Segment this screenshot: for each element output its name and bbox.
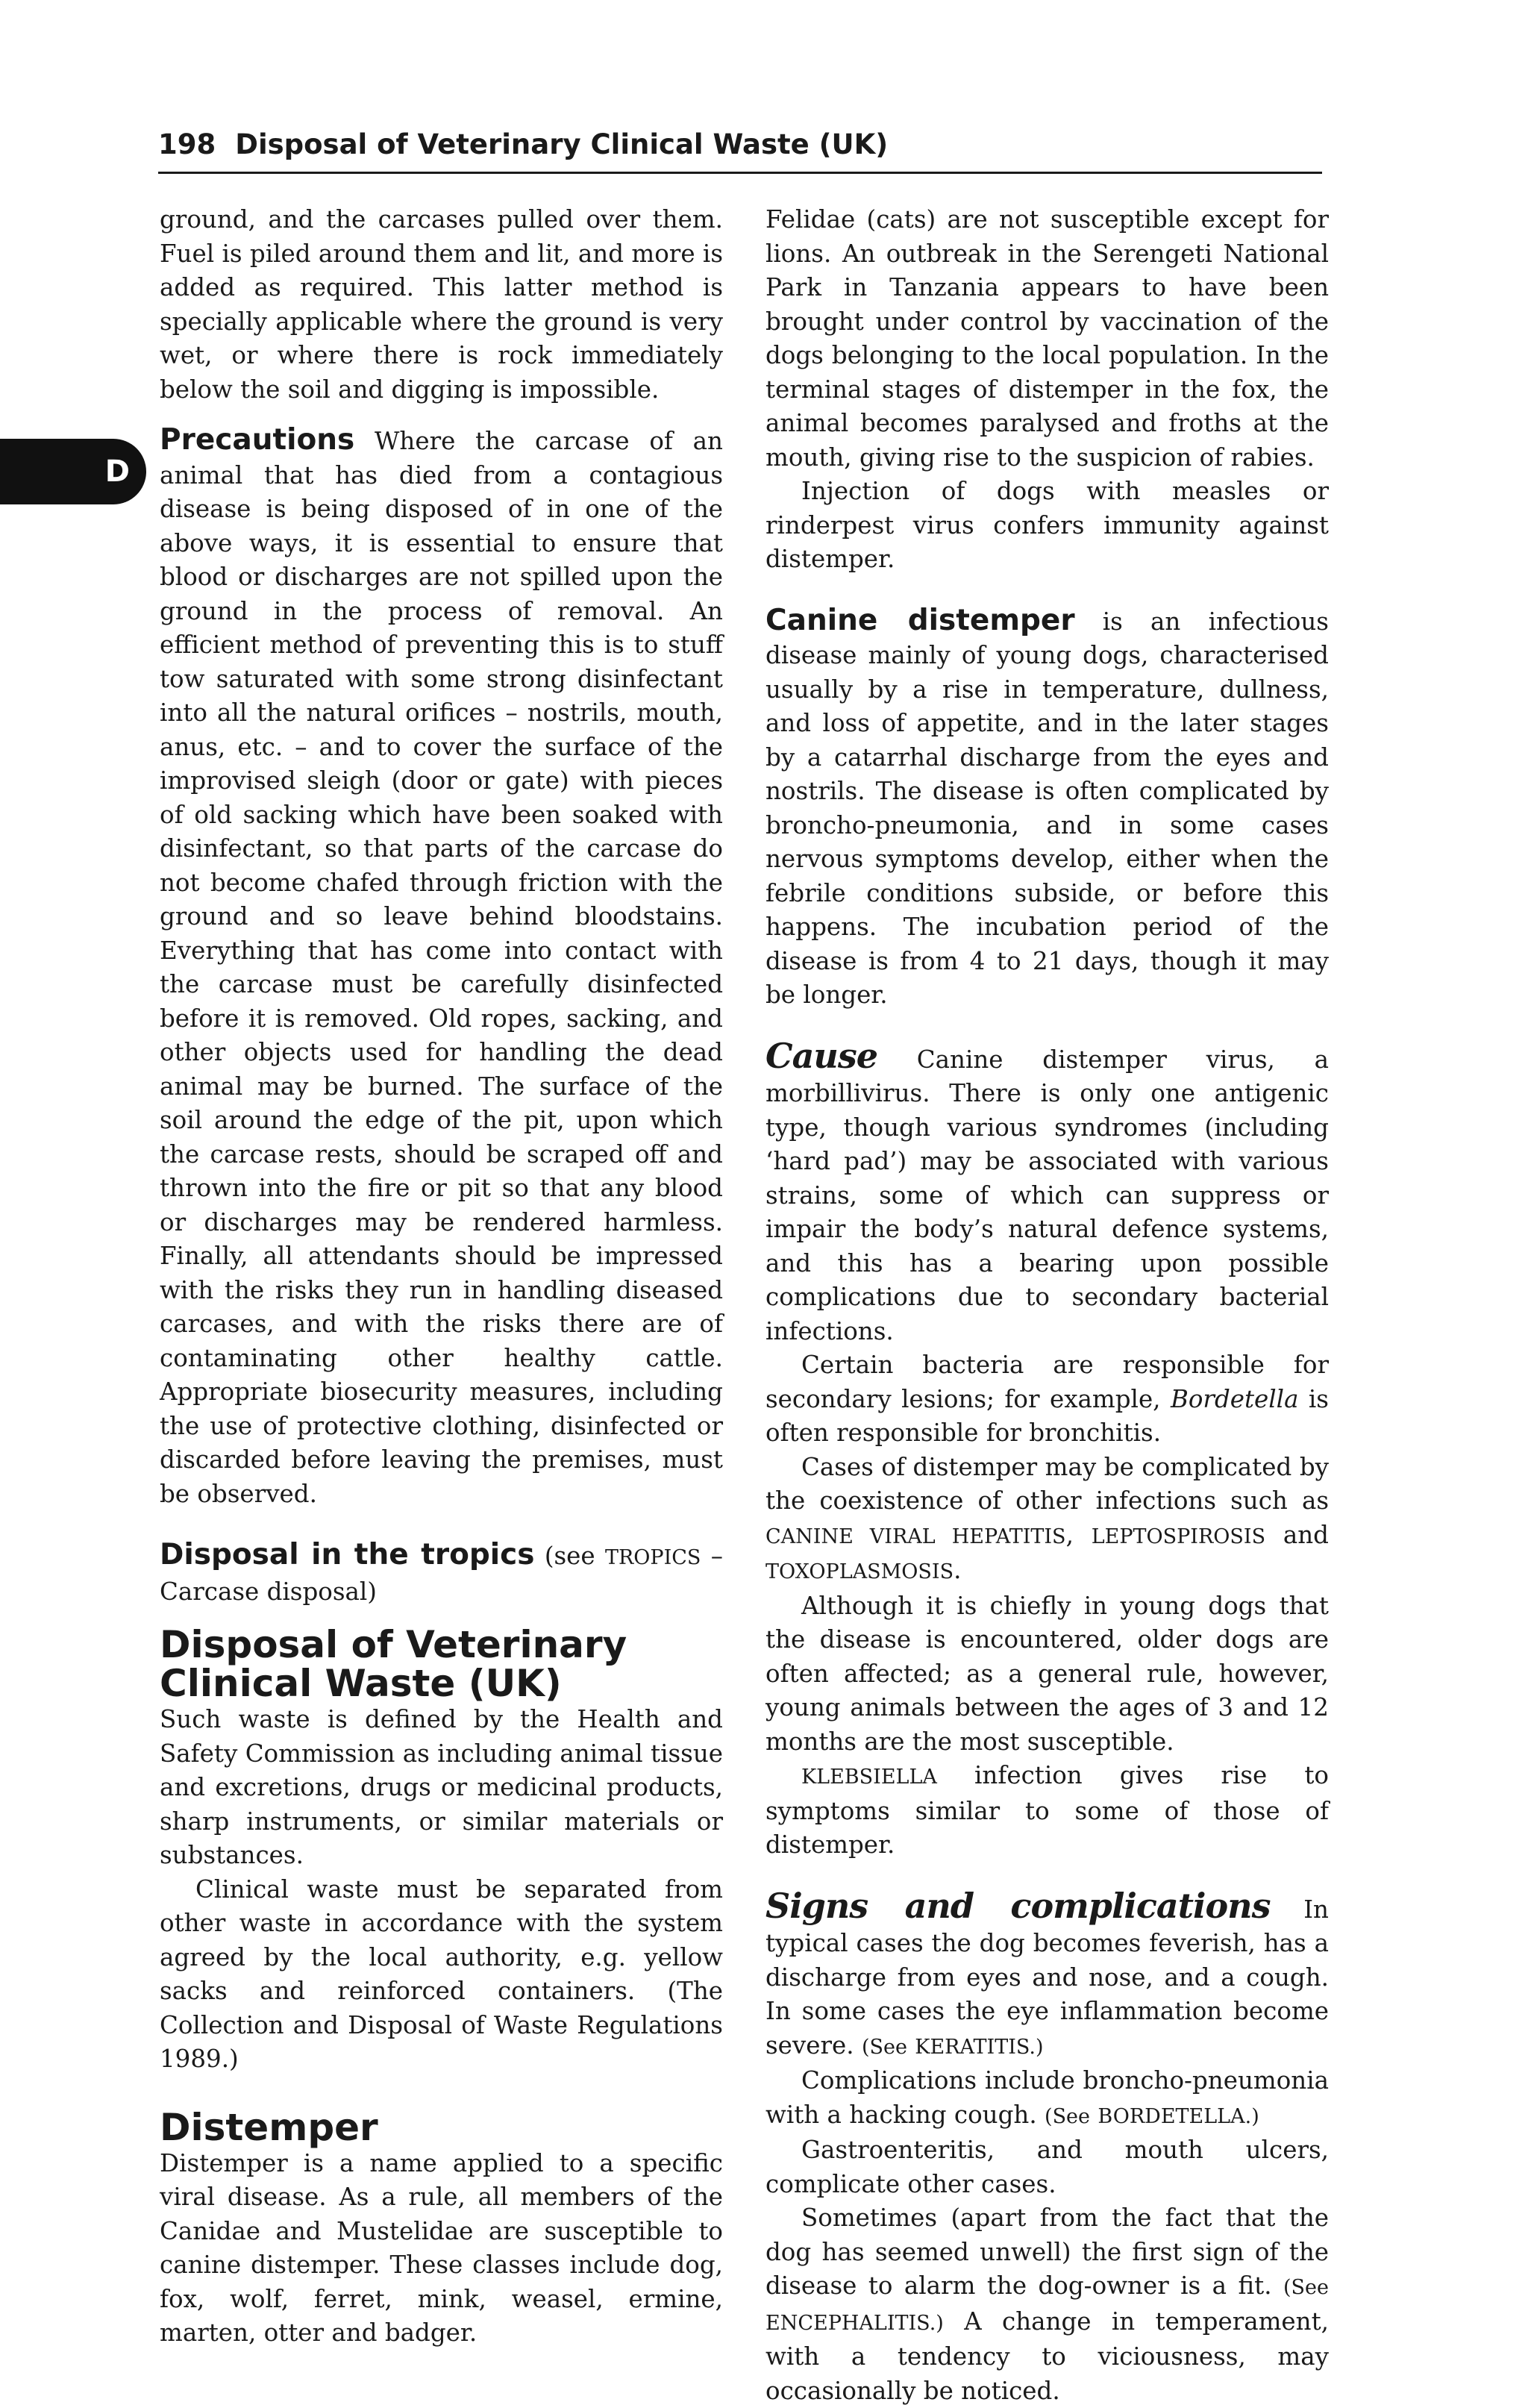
- headword-clinical-waste: Disposal of Veterinary Clinical Waste (UK): [160, 1623, 627, 1705]
- left-column: [160, 203, 723, 2351]
- precautions-text: Where the carcase of an animal that has died from a contagious disease is being disposed of in one of the above ways, it is essential to ensure that blood or discharges are not spilled upon the ground in the process of removal. An efficient method of preventing this is to stuff tow saturated with some strong disinfectant into all the natural orifices – nostrils, mouth, anus, etc. – and to cover the surface of the improvised sleigh (door or gate) with pieces of old sacking which have been soaked with disinfectant, so that parts of the carcase do not become chafed through friction with the ground and so leave behind bloodstains. Everything that has come into contact with the carcase must be carefully disinfected before it is removed. Old ropes, sacking, and other objects used for handling the dead animal may be burned. The surface of the soil around the edge of the pit, upon which the carcase rests, should be scraped off and thrown into the fire or pit so that any blood or discharges may be rendered harmless. Finally, all attendants should be impressed with the risks they run in handling diseased carcases, and with the risks there are of contaminating other healthy cattle. Appropriate biosecurity measures, including the use of protective clothing, disinfected or discarded before leaving the premises, must be observed.: [160, 427, 723, 1508]
- text-run: Cases of distemper may be complicated by the coexistence of other infections such as: [765, 1452, 1329, 1515]
- paragraph: Felidae (cats) are not susceptible except for lions. An outbreak in the Serengeti National Park in Tanzania appears to have been brought under control by vaccination of the dogs belonging to the local population. In the terminal stages of distemper in the fox, the animal becomes paralysed and froths at the mouth, giving rise to the suspicion of rabies.: [765, 205, 1329, 472]
- paragraph: [765, 1759, 1329, 1863]
- text-run: infection gives rise to symptoms similar to some of those of distemper.: [765, 1761, 1329, 1859]
- punctuation: ,: [1065, 1520, 1074, 1549]
- running-header: [158, 125, 1322, 174]
- cross-reference[interactable]: KLEBSIELLA: [801, 1766, 937, 1789]
- canine-distemper-text: is an infectious disease mainly of young dogs, characterised usually by a rise in temperature, dullness, and loss of appetite, and in the later stages by a catarrhal discharge from the eyes and nostrils. The disease is often complicated by broncho-pneumonia, and in some cases nervous symptoms develop, either when the febrile conditions subside, or before this happens. The incubation period of the disease is from 4 to 21 days, though it may be longer.: [765, 607, 1329, 1009]
- see-text: (See: [861, 2035, 907, 2059]
- see-text-end: – Carcase disposal): [160, 1542, 723, 1606]
- subheading-signs: Signs and complications: [765, 1885, 1271, 1926]
- paragraph: Gastroenteritis, and mouth ulcers, complicate other cases.: [765, 2136, 1329, 2198]
- headword-distemper: Distemper: [160, 2105, 378, 2149]
- punctuation: .): [1029, 2035, 1044, 2059]
- cross-reference[interactable]: KERATITIS: [915, 2035, 1030, 2059]
- see-text: (see: [544, 1542, 595, 1570]
- see-text: (See: [1045, 2104, 1091, 2128]
- thumb-index-tab: D: [0, 439, 146, 504]
- punctuation: .): [1244, 2104, 1259, 2128]
- punctuation: .: [954, 1556, 962, 1584]
- text-run: is often responsible for bronchitis.: [765, 1384, 1329, 1447]
- subheading-precautions: Precautions: [160, 423, 355, 457]
- paragraph: Distemper is a name applied to a specific viral disease. As a rule, all members of the Canidae and Mustelidae are susceptible to canine distemper. These classes include dog, fox, wolf, ferret, mink, weasel, ermine, marten, otter and badger.: [160, 2148, 723, 2347]
- subheading-cause: Cause: [765, 1035, 878, 1076]
- paragraph: [765, 2064, 1329, 2133]
- cause-text: Canine distemper virus, a morbillivirus. There is only one antigenic type, though various syndromes (including ‘hard pad’) may be associated with various strains, some of which can suppress or impair the body’s natural defence systems, and this has a bearing upon possible complications due to secondary bacterial infections.: [765, 1045, 1329, 1345]
- subheading-tropics: Disposal in the tropics: [160, 1538, 535, 1572]
- paragraph: [765, 2201, 1329, 2408]
- paragraph: Injection of dogs with measles or rinderpest virus confers immunity against distemper.: [765, 477, 1329, 573]
- punctuation: .): [929, 2311, 944, 2335]
- cross-reference[interactable]: BORDETELLA: [1098, 2104, 1245, 2128]
- page-number: 198: [158, 128, 216, 160]
- cross-reference[interactable]: CANINE VIRAL HEPATITIS: [765, 1524, 1066, 1548]
- canine-distemper-entry: [765, 604, 1329, 1013]
- precautions-entry: [160, 423, 723, 1511]
- see-text: (See: [1283, 2276, 1329, 2299]
- right-column: [765, 203, 1329, 2408]
- paragraph: ground, and the carcases pulled over them. Fuel is piled around them and lit, and more is added as required. This latter method is specially applicable where the ground is very wet, or where there is rock immediately below the soil and digging is impossible.: [160, 205, 723, 404]
- cross-reference[interactable]: ENCEPHALITIS: [765, 2311, 930, 2335]
- paragraph: Although it is chiefly in young dogs that the disease is encountered, older dogs are often affected; as a general rule, however, young animals between the ages of 3 and 12 months are the most susceptible.: [765, 1591, 1329, 1756]
- cross-reference[interactable]: TROPICS: [604, 1546, 701, 1569]
- text-run: A change in temperament, with a tendency to viciousness, may occasionally be noticed.: [765, 2307, 1329, 2405]
- cause-entry: [765, 1035, 1329, 1349]
- paragraph: [765, 1451, 1329, 1589]
- signs-entry: [765, 1885, 1329, 2065]
- cross-reference[interactable]: LEPTOSPIROSIS: [1091, 1524, 1266, 1548]
- paragraph: Clinical waste must be separated from other waste in accordance with the system agreed by the local authority, e.g. yellow sacks and reinforced containers. (The Collection and Disposal of Waste Regulations 1989.): [160, 1874, 723, 2073]
- tropics-entry: [160, 1538, 723, 1609]
- text-run: Sometimes (apart from the fact that the dog has seemed unwell) the first sign of the disease to alarm the dog-owner is a fit.: [765, 2204, 1329, 2300]
- signs-text: In typical cases the dog becomes feverish, has a discharge from eyes and nose, and a cough. In some cases the eye inflammation become severe.: [765, 1895, 1329, 2060]
- running-title: Disposal of Veterinary Clinical Waste (UK): [235, 128, 889, 160]
- text-run: and: [1283, 1520, 1329, 1549]
- cross-reference[interactable]: TOXOPLASMOSIS: [765, 1560, 954, 1583]
- paragraph: Such waste is defined by the Health and Safety Commission as including animal tissue and excretions, drugs or medicinal products, sharp instruments, or similar materials or substances.: [160, 1705, 723, 1869]
- text-run: Complications include broncho-pneumonia with a hacking cough.: [765, 2066, 1329, 2129]
- text-run: Certain bacteria are responsible for secondary lesions; for example,: [765, 1351, 1329, 1413]
- subheading-canine-distemper: Canine distemper: [765, 603, 1075, 637]
- paragraph: [765, 1348, 1329, 1451]
- genus-name: Bordetella: [1170, 1384, 1299, 1413]
